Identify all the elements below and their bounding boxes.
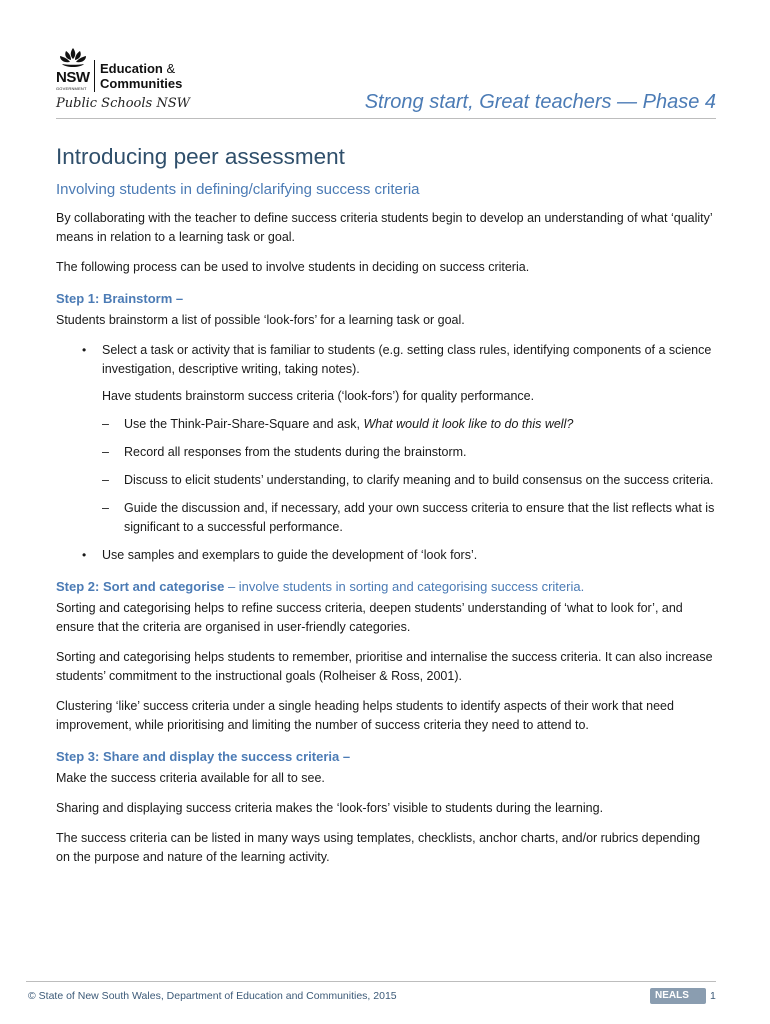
logo-ampersand: & xyxy=(166,61,176,76)
dash-text: Discuss to elicit students’ understanding, to clarify meaning and to build consensus on the success criteria. xyxy=(124,473,714,487)
step-2-heading xyxy=(56,579,716,594)
page-number: 1 xyxy=(710,990,716,1002)
document-title: Strong start, Great teachers — Phase 4 xyxy=(364,91,716,113)
step-1-bullet-list xyxy=(80,341,716,565)
header-divider xyxy=(56,118,716,119)
dash-list xyxy=(102,415,716,537)
bullet-text: Use samples and exemplars to guide the development of ‘look fors’. xyxy=(102,548,478,562)
step-1-heading: Step 1: Brainstorm – xyxy=(56,291,184,306)
neals-badge: NEALS xyxy=(650,988,706,1004)
dash-icon: – xyxy=(102,445,109,459)
dash-icon: – xyxy=(102,417,109,431)
step-3-paragraph-3: The success criteria can be listed in many ways using templates, checklists, anchor charts, and/or rubrics depending on the purpose and nature of the learning activity. xyxy=(56,831,701,864)
neals-moon-icon: ☾ xyxy=(698,988,711,1004)
step-2-paragraph-3: Clustering ‘like’ success criteria under a single heading helps students to identify aspects of their work that need improvement, while prioritising and limiting the number of success criteria they need to attend to. xyxy=(56,699,674,732)
bullet-text: Select a task or activity that is familiar to students (e.g. setting class rules, identifying components of a science investigation, descriptive writing, taking notes). xyxy=(102,343,712,376)
logo-education-communities xyxy=(100,61,182,91)
page-subtitle: Involving students in defining/clarifying success criteria xyxy=(56,181,420,198)
step-3-paragraph-2: Sharing and displaying success criteria makes the ‘look-fors’ visible to students during the learning. xyxy=(56,801,604,815)
step-2-paragraph-2: Sorting and categorising helps students to remember, prioritise and internalise the success criteria. It can also increase students’ commitment to the instructional goals (Rolheiser & Ross, 2001). xyxy=(56,650,713,683)
page-header xyxy=(56,46,716,118)
step-2-heading-bold: Step 2: Sort and categorise xyxy=(56,579,225,594)
step-3-heading: Step 3: Share and display the success criteria – xyxy=(56,749,351,764)
footer-divider xyxy=(26,981,716,982)
public-schools-nsw-text: Public Schools NSW xyxy=(56,96,190,111)
step-1-lead: Students brainstorm a list of possible ‘look-fors’ for a learning task or goal. xyxy=(56,313,465,327)
dash-text: Guide the discussion and, if necessary, add your own success criteria to ensure that the list reflects what is significant to a successful performance. xyxy=(124,501,715,534)
dash-text: Use the Think-Pair-Share-Square and ask, xyxy=(124,417,360,431)
dash-icon: – xyxy=(102,473,109,487)
step-3-paragraph-1: Make the success criteria available for all to see. xyxy=(56,771,325,785)
bullet-sub-paragraph: Have students brainstorm success criteria (‘look-fors’) for quality performance. xyxy=(102,389,535,403)
step-2-heading-rest: – involve students in sorting and categorising success criteria. xyxy=(227,579,585,594)
logo-nsw-text: NSW xyxy=(56,69,90,86)
list-item xyxy=(102,471,716,490)
page-content xyxy=(56,144,716,878)
intro-paragraph-2: The following process can be used to involve students in deciding on success criteria. xyxy=(56,260,530,274)
bullet-icon: • xyxy=(82,343,87,357)
intro-paragraph-1: By collaborating with the teacher to define success criteria students begin to develop an understanding of what ‘quality’ means in relation to a learning task or goal. xyxy=(56,211,713,244)
step-2-paragraph-1: Sorting and categorising helps to refine success criteria, deepen students’ understanding of ‘what to look for’, and ensure that the criteria are organised in user-friendly categories. xyxy=(56,601,683,634)
bullet-icon: • xyxy=(82,548,87,562)
dash-icon: – xyxy=(102,501,109,515)
dash-text: Record all responses from the students during the brainstorm. xyxy=(124,445,467,459)
footer-copyright: © State of New South Wales, Department of Education and Communities, 2015 xyxy=(28,990,397,1002)
logo-line-education: Education xyxy=(100,61,163,76)
list-item xyxy=(80,546,716,565)
page-title: Introducing peer assessment xyxy=(56,144,345,169)
list-item xyxy=(80,341,716,537)
logo-government-text: GOVERNMENT xyxy=(56,86,87,91)
list-item xyxy=(102,443,716,462)
logo-line-communities: Communities xyxy=(100,76,183,91)
list-item xyxy=(102,499,716,537)
dash-question-text: What would it look like to do this well? xyxy=(363,417,574,431)
logo-divider xyxy=(94,60,95,92)
list-item xyxy=(102,415,716,434)
